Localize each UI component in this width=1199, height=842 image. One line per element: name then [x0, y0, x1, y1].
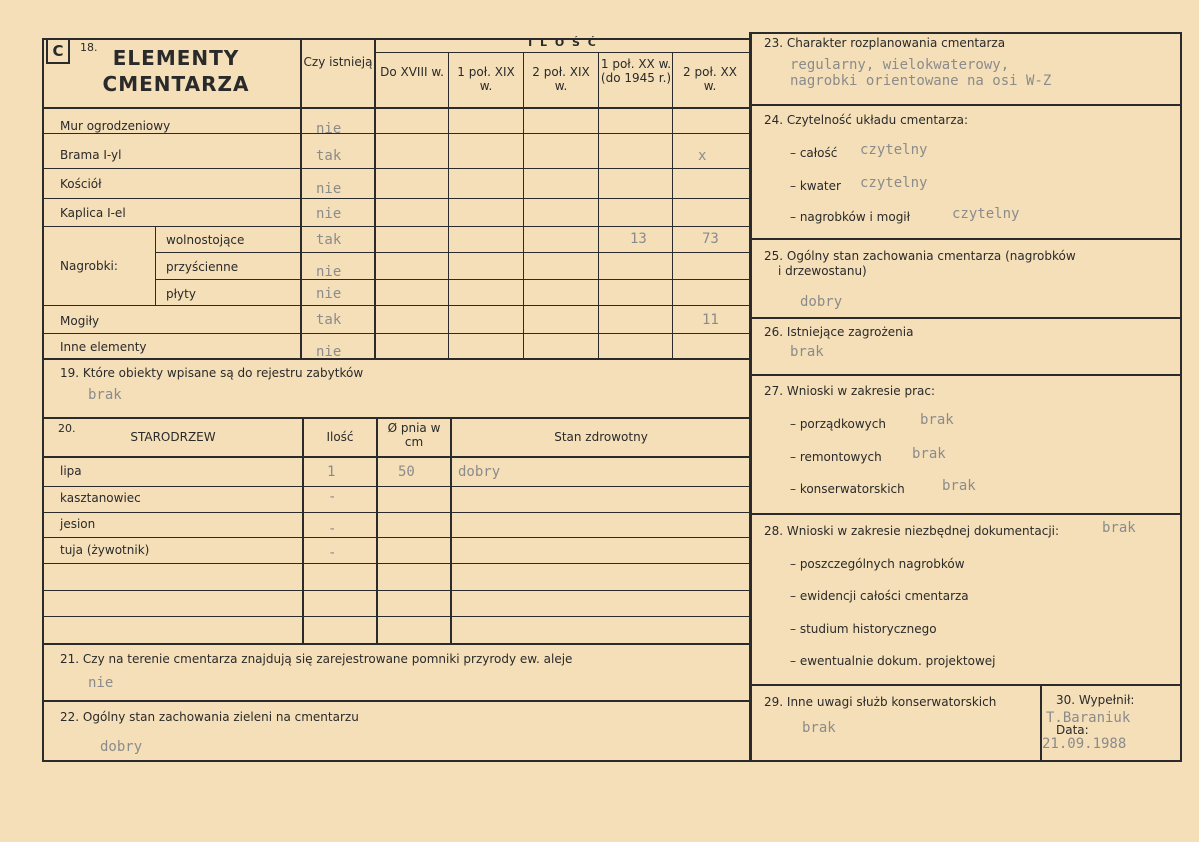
h-t5: [42, 590, 750, 591]
v-staro-pnia: [376, 417, 378, 643]
nagrobki-label-przysc: przyścienne: [166, 260, 239, 274]
q30-label: 30. Wypełnił:: [1056, 693, 1135, 707]
q21-label: 21. Czy na terenie cmentarza znajdują się zarejestrowane pomniki przyrody ew. aleje: [60, 652, 573, 666]
section-marker: C: [46, 38, 70, 64]
q27-rem-label: – remontowych: [790, 450, 882, 464]
tree-ilosc-lipa: 1: [327, 464, 336, 480]
nagrobki-wolno-czy: tak: [316, 232, 342, 248]
frame-right: [1180, 32, 1182, 762]
sec18-title-2: CMENTARZA: [102, 72, 250, 96]
q27-kons-answer: brak: [942, 478, 976, 494]
h-r3: [42, 198, 750, 199]
q19-label: 19. Które obiekty wpisane są do rejestru zabytków: [60, 366, 364, 380]
tree-ilosc-jesion: -: [328, 521, 337, 537]
q19-answer: brak: [88, 387, 122, 403]
q27-rem-answer: brak: [912, 446, 946, 462]
q24-nagr-label: – nagrobków i mogił: [790, 210, 911, 224]
col-2pol-20: 2 poł. XX w.: [683, 65, 737, 93]
tree-pnia-lipa: 50: [398, 464, 415, 480]
q25-label-1: 25. Ogólny stan zachowania cmentarza (nagrobków: [764, 249, 1076, 263]
h-r8: [42, 333, 750, 334]
h-sec25-bottom: [750, 317, 1182, 319]
q26-answer: brak: [790, 344, 824, 360]
nagrobki-label-wolno: wolnostojące: [166, 233, 245, 247]
sec18-number: 18.: [80, 41, 98, 54]
q24-calosc-answer: czytelny: [860, 142, 928, 158]
h-sec26-bottom: [750, 374, 1182, 376]
q23-answer-2: nagrobki orientowane na osi W-Z: [790, 73, 1052, 89]
q27-kons-label: – konserwatorskich: [790, 482, 905, 496]
tree-stan-lipa: dobry: [458, 464, 501, 480]
staro-col-pnia: Ø pnia w cm: [387, 421, 441, 449]
row-label-kosciol: Kościół: [60, 177, 102, 191]
col-do-18: Do XVIII w.: [380, 65, 444, 79]
h-ilosc-under: [375, 52, 750, 53]
h-t1: [42, 486, 750, 487]
q24-label: 24. Czytelność układu cmentarza:: [764, 113, 969, 127]
q28-item-3: – studium historycznego: [790, 622, 937, 636]
v-2p20: [672, 52, 673, 358]
q24-nagr-answer: czytelny: [952, 206, 1020, 222]
h-t4: [42, 563, 750, 564]
q23-answer-1: regularny, wielokwaterowy,: [790, 57, 1010, 73]
q26-label: 26. Istniejące zagrożenia: [764, 325, 914, 339]
frame-bottom: [42, 760, 1182, 762]
h-sec27-bottom: [750, 513, 1182, 515]
col-1pol-20: 1 poł. XX w. (do 1945 r.): [600, 57, 672, 85]
row-value-brama-2pol20: x: [698, 148, 707, 164]
sec18-title-1: ELEMENTY: [112, 46, 240, 70]
staro-title: STARODRZEW: [130, 430, 216, 444]
nagrobki-przysc-czy: nie: [316, 264, 342, 280]
q24-kwater-answer: czytelny: [860, 175, 928, 191]
q29-label: 29. Inne uwagi służb konserwatorskich: [764, 695, 997, 709]
h-r7: [42, 305, 750, 306]
h-sec24-bottom: [750, 238, 1182, 240]
h-t3: [42, 537, 750, 538]
col-ilosc: I L O Ś Ć: [528, 36, 598, 49]
q25-answer: dobry: [800, 294, 843, 310]
h-r2: [42, 168, 750, 169]
q25-label-2: i drzewostanu): [778, 264, 867, 278]
frame-left: [42, 38, 44, 762]
row-value-kosciol-czy: nie: [316, 181, 342, 197]
inne-czy: nie: [316, 344, 342, 360]
col-czy-istnieja: Czy istnieją: [303, 55, 373, 69]
q22-answer: dobry: [100, 739, 143, 755]
q23-label: 23. Charakter rozplanowania cmentarza: [764, 36, 1006, 50]
q24-kwater-label: – kwater: [790, 179, 841, 193]
tree-ilosc-tuja: -: [328, 545, 337, 561]
frame-middle: [749, 32, 752, 762]
row-value-brama-czy: tak: [316, 148, 342, 164]
h-sec19-bottom: [42, 417, 750, 419]
sec20-number: 20.: [58, 422, 76, 435]
q24-calosc-label: – całość: [790, 146, 838, 160]
nagrobki-wolno-1pol20: 13: [630, 231, 647, 247]
v-2p19: [523, 52, 524, 358]
q21-answer: nie: [88, 675, 114, 691]
q30-date-label: Data:: [1056, 723, 1089, 737]
h-r6: [155, 279, 750, 280]
q30-name: T.Baraniuk: [1046, 710, 1131, 726]
inne-label: Inne elementy: [60, 340, 147, 354]
q28-answer: brak: [1102, 520, 1136, 536]
row-label-mur: Mur ogrodzeniowy: [60, 119, 171, 133]
v-staro-stan: [450, 417, 452, 643]
col-2pol-19: 2 poł. XIX w.: [532, 65, 590, 93]
q28-item-1: – poszczególnych nagrobków: [790, 557, 965, 571]
h-sec23-bottom: [750, 104, 1182, 106]
h-staro-bottom: [42, 643, 750, 645]
h-t6: [42, 616, 750, 617]
staro-col-stan: Stan zdrowotny: [554, 430, 648, 444]
tree-name-kasztanowiec: kasztanowiec: [60, 491, 141, 505]
nagrobki-wolno-2pol20: 73: [702, 231, 719, 247]
row-value-mur-czy: nie: [316, 121, 342, 137]
v-do18: [374, 38, 376, 358]
h-header-bottom: [42, 107, 750, 109]
tree-name-jesion: jesion: [60, 517, 96, 531]
q28-item-4: – ewentualnie dokum. projektowej: [790, 654, 996, 668]
row-label-brama: Brama I-yl: [60, 148, 122, 162]
frame-top-right: [750, 32, 1182, 34]
mogily-czy: tak: [316, 312, 342, 328]
staro-col-ilosc: Ilość: [326, 430, 354, 444]
v-1p19: [448, 52, 449, 358]
mogily-label: Mogiły: [60, 314, 100, 328]
q29-answer: brak: [802, 720, 836, 736]
h-sec21-bottom: [42, 700, 750, 702]
nagrobki-label-plyty: płyty: [166, 287, 196, 301]
h-sec18-bottom: [42, 358, 750, 360]
row-label-kaplica: Kaplica I-el: [60, 206, 126, 220]
v-nagrobki: [155, 226, 156, 305]
q28-item-2: – ewidencji całości cmentarza: [790, 589, 969, 603]
q27-porz-label: – porządkowych: [790, 417, 886, 431]
h-r5: [155, 252, 750, 253]
h-staro-header: [42, 456, 750, 458]
h-t2: [42, 512, 750, 513]
q27-label: 27. Wnioski w zakresie prac:: [764, 384, 936, 398]
col-1pol-19: 1 poł. XIX w.: [457, 65, 515, 93]
h-sec28-bottom: [750, 684, 1182, 686]
v-czy: [300, 38, 302, 358]
mogily-2pol20: 11: [702, 312, 719, 328]
v-staro-ilosc: [302, 417, 304, 643]
row-value-kaplica-czy: nie: [316, 206, 342, 222]
q27-porz-answer: brak: [920, 412, 954, 428]
nagrobki-label: Nagrobki:: [60, 259, 118, 273]
v-1p20: [598, 52, 599, 358]
nagrobki-plyty-czy: nie: [316, 286, 342, 302]
q30-date: 21.09.1988: [1042, 736, 1127, 752]
q22-label: 22. Ogólny stan zachowania zieleni na cmentarzu: [60, 710, 359, 724]
h-r4: [42, 226, 750, 227]
q28-label: 28. Wnioski w zakresie niezbędnej dokumentacji:: [764, 524, 1060, 538]
tree-name-tuja: tuja (żywotnik): [60, 543, 150, 557]
tree-ilosc-kasztanowiec: -: [328, 489, 337, 505]
tree-name-lipa: lipa: [60, 464, 82, 478]
